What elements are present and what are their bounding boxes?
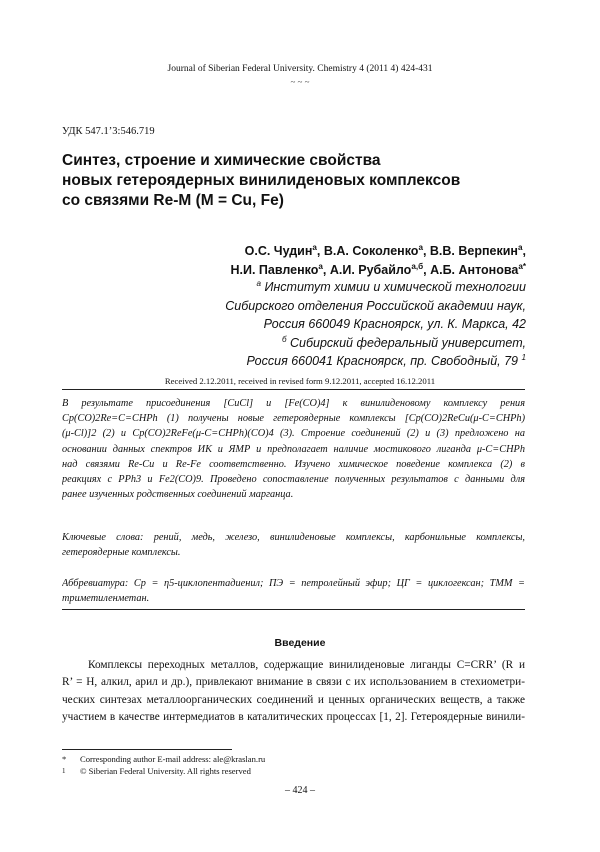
footnote-mark: 1 [62, 767, 66, 775]
affiliation-text: Сибирский федеральный университет, [290, 335, 526, 350]
author-list [230, 242, 526, 280]
udc-code: УДК 547.1’3:546.719 [62, 126, 155, 137]
title-line: новых гетероядерных винилиденовых комплексов [62, 172, 461, 189]
footnotes [62, 753, 265, 777]
abstract-line: В результате присоединения [CuCl] и [Fe(CO)4] к винилиденовому комплексу рения [62, 398, 525, 409]
abstract-line: Cp(CO)2Re=C=CHPh (1) получены новые гетероядерные комплексы [Cp(CO)2ReCu(μ-C=CHPh) [62, 413, 525, 425]
author-line: Н.И. Павленко$^а$, А.И. Рубайло$^{а,б}$, А.Б. Антонова$^{а*}$ [230, 261, 526, 277]
affiliation-text: Россия 660041 Красноярск, пр. Свободный, 79 [246, 354, 518, 369]
intro-line: ческих синтезах металлоорганических соединений и ценных органических веществ, а также [62, 693, 525, 706]
affiliations [225, 278, 526, 371]
title-line: со связями Re-M (M = Cu, Fe) [62, 192, 284, 209]
affiliation-mark: б [281, 334, 287, 344]
keywords-line: гетероядерные комплексы. [62, 547, 181, 559]
footnote-mark: * [62, 754, 67, 764]
author-name: А.Б. Антонова [430, 263, 519, 277]
abstract-line: (μ-Cl)]2 (2) и Cp(CO)2ReFe(μ-C=CHPh)(CO)4 (3). Строение соединений (2) и (3) предложено на [62, 428, 525, 440]
affiliation-line: Россия 660049 Красноярск, ул. К. Маркса, 42 [263, 317, 526, 332]
affiliation-text: Институт химии и химической технологии [264, 280, 526, 294]
title-line: Синтез, строение и химические свойства [62, 152, 381, 169]
intro-paragraph [62, 657, 525, 726]
author-name: О.С. Чудин [244, 244, 313, 258]
author-line: О.С. Чудин$^а$, В.А. Соколенко$^а$, В.В. Верпекин$^а$, [244, 242, 526, 258]
section-heading: Введение [274, 637, 326, 649]
author-affiliation-mark: а* [518, 261, 526, 271]
footnote [62, 765, 265, 777]
abbreviation-line: Аббревиатура: Cp = η5-циклопентадиенил; ПЭ = петролейный эфир; ЦГ = циклогексан; ТММ = [62, 578, 525, 589]
intro-line: участием в качестве интермедиатов в каталитических процессах [1, 2]. Гетероядерные винили- [62, 710, 525, 723]
divider [62, 609, 525, 610]
footnote [62, 753, 265, 765]
affiliation-line: Сибирского отделения Российской академии наук, [225, 298, 526, 313]
author-name: А.И. Рубайло [329, 263, 412, 277]
author-affiliation-mark: а [312, 242, 317, 252]
affiliation-line [225, 352, 526, 371]
abstract [62, 396, 525, 502]
author-affiliation-mark: а [318, 261, 323, 271]
author-name: В.В. Верпекин [429, 244, 518, 258]
author-name: Н.И. Павленко [230, 263, 319, 277]
abbreviation-line: триметиленметан. [62, 593, 150, 605]
author-affiliation-mark: а [418, 242, 423, 252]
intro-line: Комплексы переходных металлов, содержащие винилиденовые лиганды C=CRR’ (R и [88, 659, 525, 671]
abstract-line: над связями Re-Cu и Re-Fe соответственно. Изучено химическое поведение комплекса (2) в [62, 458, 525, 470]
article-title [62, 151, 522, 211]
received-dates: Received 2.12.2011, received in revised form 9.12.2011, accepted 16.12.2011 [164, 376, 436, 386]
footnote-text: Corresponding author E-mail address: ale@kraslan.ru [80, 754, 266, 764]
keywords-line: Ключевые слова: рений, медь, железо, винилиденовые комплексы, карбонильные комплексы, [62, 532, 525, 543]
abstract-line: реакциях с PPh3 и Fe2(CO)9. Проведено сопоставление полученных результатов с данными для [62, 474, 525, 486]
divider [62, 389, 525, 390]
abstract-line: основании данных спектров ИК и ЯМР и предполагает наличие мостикового лиганда μ-C=CHPh [62, 443, 525, 455]
footnote-divider [62, 749, 232, 750]
abbreviations [62, 576, 525, 606]
author-affiliation-mark: а [518, 242, 523, 252]
keywords [62, 530, 525, 560]
footnote-text: © Siberian Federal University. All rights reserved [80, 766, 251, 776]
footnote-ref-mark: 1 [521, 353, 526, 363]
author-affiliation-mark: а,б [411, 261, 424, 271]
journal-header: Journal of Siberian Federal University. Chemistry 4 (2011 4) 424-431 [167, 64, 433, 74]
affiliation-line [225, 334, 526, 353]
intro-line: R’ = H, алкил, арил и др.), привлекают внимание в связи с их использованием в стехиометри- [62, 676, 525, 689]
abstract-line: ранее изученных родственных соединений марганца. [62, 489, 294, 501]
affiliation-line [225, 278, 526, 297]
page-number: – 424 – [285, 785, 315, 796]
affiliation-mark: а [256, 278, 261, 288]
author-name: В.А. Соколенко [323, 244, 419, 258]
header-separator: ~ ~ ~ [290, 77, 310, 87]
